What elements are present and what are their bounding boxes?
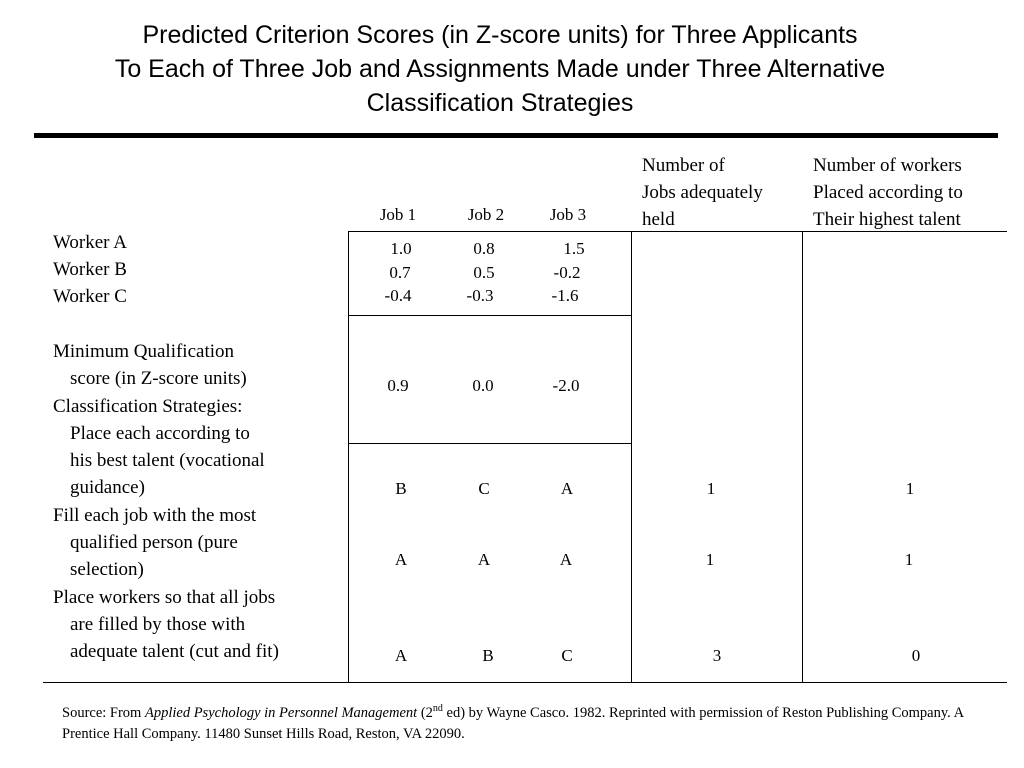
strategy-1-job-2: C: [478, 479, 490, 498]
jobs-held-header-line-3: held: [642, 209, 675, 230]
job-3-header: Job 3: [549, 205, 587, 224]
strategy-3-label-line-1: Place workers so that all jobs: [53, 587, 276, 608]
source-book-title: Applied Psychology in Personnel Management: [144, 704, 418, 721]
job-2-header: Job 2: [467, 205, 505, 224]
page-title-line-2: To Each of Three Job and Assignments Made under Three Alternative: [114, 55, 886, 83]
strategy-1-label-line-1: Place each according to: [70, 423, 250, 444]
worker-c-job-2-score: -0.3: [466, 286, 494, 305]
strategy-1-label-line-3: guidance): [70, 477, 145, 498]
scores-left-border: [348, 231, 349, 683]
strategy-3-job-1: A: [394, 646, 408, 665]
workers-placed-header-line-3: Their highest talent: [813, 209, 961, 230]
worker-b-job-2-score: 0.5: [473, 263, 495, 282]
table-top-border: [348, 231, 1007, 232]
worker-a-label: Worker A: [53, 232, 127, 253]
min-qual-label-line-1: Minimum Qualification: [53, 341, 235, 362]
job-1-header: Job 1: [379, 205, 417, 224]
strategy-2-label-line-1: Fill each job with the most: [53, 505, 257, 526]
source-edition-open: (2: [417, 704, 433, 721]
strategies-heading: Classification Strategies:: [53, 396, 243, 417]
min-qual-job-1: 0.9: [387, 376, 409, 395]
strategy-2-job-2: A: [477, 550, 491, 569]
strategy-3-workers-placed: 0: [911, 646, 921, 665]
source-edition-superscript: nd: [432, 703, 443, 714]
strategy-3-label-line-3: adequate talent (cut and fit): [70, 641, 279, 662]
page-title-line-1: Predicted Criterion Scores (in Z-score units) for Three Applicants: [142, 21, 858, 49]
strategy-2-label-line-3: selection): [70, 559, 144, 580]
table-bottom-border: [43, 682, 1007, 683]
strategy-2-job-3: A: [559, 550, 573, 569]
title-divider: [34, 133, 998, 138]
worker-c-job-1-score: -0.4: [384, 286, 412, 305]
jobs-held-right-border: [802, 231, 803, 683]
worker-c-job-3-score: -1.6: [551, 286, 579, 305]
strategy-3-job-2: B: [482, 646, 494, 665]
strategy-2-job-1: A: [394, 550, 408, 569]
min-qual-label-line-2: score (in Z-score units): [70, 368, 247, 389]
worker-b-job-1-score: 0.7: [389, 263, 411, 282]
source-note: [62, 698, 982, 745]
workers-placed-header-line-1: Number of workers: [813, 155, 962, 176]
min-qual-job-2: 0.0: [472, 376, 494, 395]
source-prefix: Source: From: [62, 704, 145, 721]
min-qual-bottom-border: [348, 443, 631, 444]
strategy-2-label-line-2: qualified person (pure: [70, 532, 238, 553]
workers-placed-header-line-2: Placed according to: [813, 182, 963, 203]
worker-a-job-2-score: 0.8: [473, 239, 495, 258]
worker-c-label: Worker C: [53, 286, 127, 307]
page-title-line-3: Classification Strategies: [366, 89, 634, 117]
min-qual-job-3: -2.0: [552, 376, 580, 395]
strategy-1-job-3: A: [560, 479, 574, 498]
worker-a-job-1-score: 1.0: [390, 239, 412, 258]
strategy-1-workers-placed: 1: [905, 479, 915, 498]
strategy-1-job-1: B: [395, 479, 407, 498]
worker-b-job-3-score: -0.2: [553, 263, 581, 282]
strategy-1-jobs-held: 1: [706, 479, 716, 498]
strategy-3-job-3: C: [561, 646, 573, 665]
worker-a-job-3-score: 1.5: [563, 239, 585, 258]
jobs-held-header-line-2: Jobs adequately: [642, 182, 763, 203]
strategy-3-jobs-held: 3: [712, 646, 722, 665]
source-citation-rest: ed) by Wayne Casco. 1982. Reprinted with permission of Reston Publishing Company. A Prentice Hall Company. 11480 Sunset Hills Road, Reston, VA 22090.: [62, 704, 964, 742]
scores-right-border: [631, 231, 632, 683]
worker-b-label: Worker B: [53, 259, 127, 280]
strategy-3-label-line-2: are filled by those with: [70, 614, 246, 635]
workers-bottom-border: [348, 315, 631, 316]
strategy-2-jobs-held: 1: [705, 550, 715, 569]
jobs-held-header-line-1: Number of: [642, 155, 725, 176]
strategy-1-label-line-2: his best talent (vocational: [70, 450, 265, 471]
strategy-2-workers-placed: 1: [904, 550, 914, 569]
